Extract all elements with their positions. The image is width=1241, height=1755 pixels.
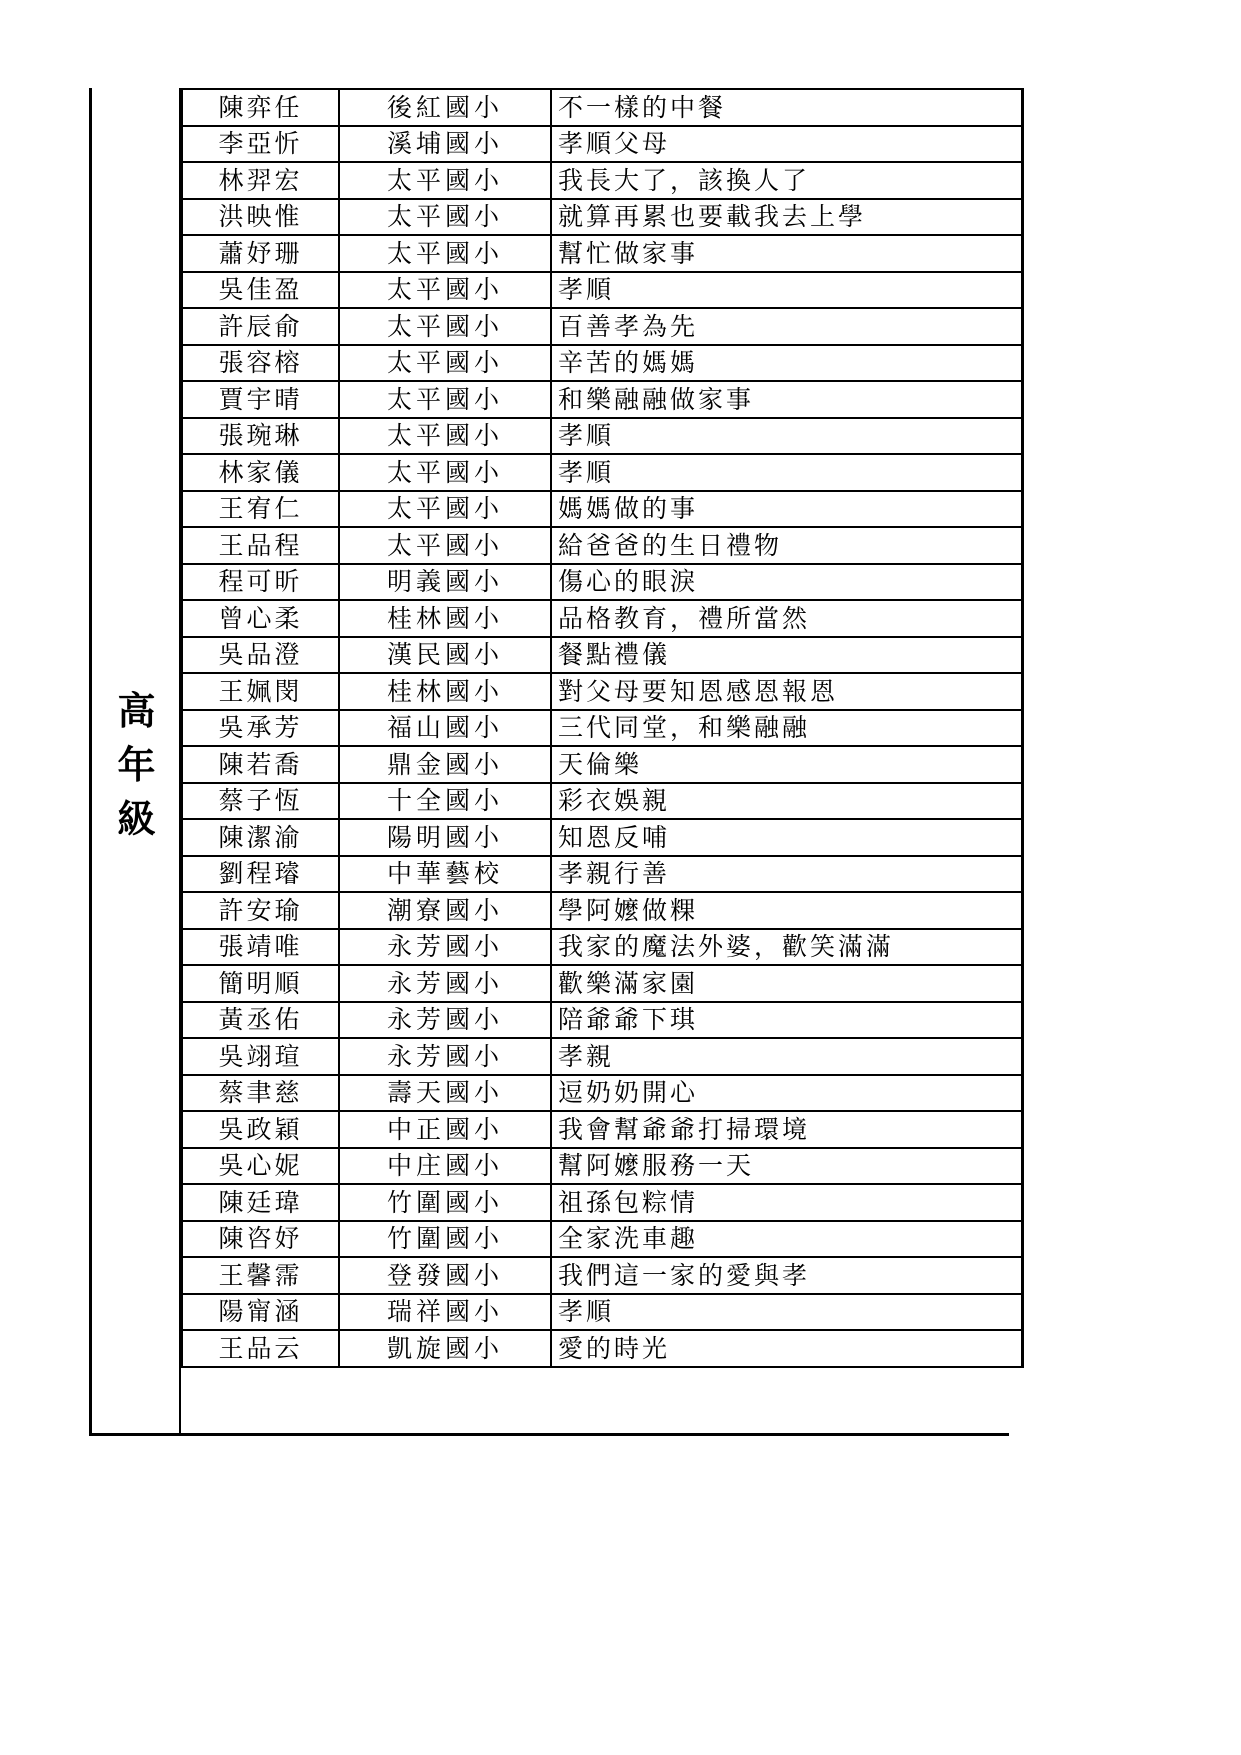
student-name-cell: 吳品澄 [182,637,339,674]
entry-title-cell: 孝順 [551,1294,1023,1331]
school-name-cell: 太平國小 [339,345,551,382]
student-name-cell: 陳廷瑋 [182,1184,339,1221]
school-name-cell: 桂林國小 [339,673,551,710]
table-row [182,308,1023,345]
grade-cell [92,88,181,1433]
entry-title-cell: 孝順 [551,418,1023,455]
table-row [182,1148,1023,1185]
student-name-cell: 吳心妮 [182,1148,339,1185]
table-row [182,126,1023,163]
school-name-cell: 凱旋國小 [339,1330,551,1367]
student-name-cell: 黃丞佑 [182,1002,339,1039]
entry-title-cell: 三代同堂，和樂融融 [551,710,1023,747]
student-name-cell: 張靖唯 [182,929,339,966]
roster-sheet [89,88,1009,1436]
table-row [182,381,1023,418]
student-name-cell: 陳潔渝 [182,819,339,856]
table-row [182,418,1023,455]
entry-title-cell: 愛的時光 [551,1330,1023,1367]
table-row [182,637,1023,674]
table-row [182,199,1023,236]
entry-title-cell: 就算再累也要載我去上學 [551,199,1023,236]
student-name-cell: 王馨霈 [182,1257,339,1294]
student-name-cell: 林羿宏 [182,162,339,199]
entry-title-cell: 歡樂滿家園 [551,965,1023,1002]
table-row [182,1330,1023,1367]
entry-title-cell: 陪爺爺下琪 [551,1002,1023,1039]
table-row [182,673,1023,710]
school-name-cell: 漢民國小 [339,637,551,674]
school-name-cell: 太平國小 [339,527,551,564]
student-name-cell: 蔡子恆 [182,783,339,820]
entry-title-cell: 孝順 [551,272,1023,309]
school-name-cell: 永芳國小 [339,965,551,1002]
student-name-cell: 蔡聿慈 [182,1075,339,1112]
student-name-cell: 吳翊瑄 [182,1038,339,1075]
entry-title-cell: 孝親行善 [551,856,1023,893]
school-name-cell: 永芳國小 [339,1002,551,1039]
grade-char: 高 [117,688,156,733]
entry-title-cell: 餐點禮儀 [551,637,1023,674]
table-row [182,491,1023,528]
grade-label [92,684,181,846]
entry-title-cell: 我家的魔法外婆，歡笑滿滿 [551,929,1023,966]
school-name-cell: 溪埔國小 [339,126,551,163]
student-name-cell: 陳弈任 [182,89,339,126]
entry-title-cell: 學阿嬤做粿 [551,892,1023,929]
table-row [182,965,1023,1002]
student-name-cell: 陳咨妤 [182,1221,339,1258]
student-name-cell: 洪映惟 [182,199,339,236]
entry-title-cell: 幫阿嬤服務一天 [551,1148,1023,1185]
grade-char: 級 [117,796,156,841]
entry-title-cell: 百善孝為先 [551,308,1023,345]
student-name-cell: 賈宇晴 [182,381,339,418]
entry-title-cell: 我長大了，該換人了 [551,162,1023,199]
student-name-cell: 陳若喬 [182,746,339,783]
table-row [182,1111,1023,1148]
entry-title-cell: 品格教育，禮所當然 [551,600,1023,637]
entry-title-cell: 祖孫包粽情 [551,1184,1023,1221]
school-name-cell: 十全國小 [339,783,551,820]
table-row [182,892,1023,929]
entry-title-cell: 知恩反哺 [551,819,1023,856]
table-row [182,1221,1023,1258]
entry-title-cell: 天倫樂 [551,746,1023,783]
school-name-cell: 陽明國小 [339,819,551,856]
entry-title-cell: 我們這一家的愛與孝 [551,1257,1023,1294]
table-row [182,454,1023,491]
table-row [182,600,1023,637]
school-name-cell: 中正國小 [339,1111,551,1148]
school-name-cell: 明義國小 [339,564,551,601]
roster-body [182,89,1023,1367]
entry-title-cell: 傷心的眼淚 [551,564,1023,601]
school-name-cell: 太平國小 [339,272,551,309]
school-name-cell: 太平國小 [339,418,551,455]
grade-char: 年 [117,742,156,787]
table-row [182,162,1023,199]
student-name-cell: 王姵閔 [182,673,339,710]
school-name-cell: 太平國小 [339,235,551,272]
entry-title-cell: 對父母要知恩感恩報恩 [551,673,1023,710]
student-name-cell: 李亞忻 [182,126,339,163]
table-row [182,272,1023,309]
table-row [182,783,1023,820]
student-name-cell: 吳佳盈 [182,272,339,309]
entry-title-cell: 給爸爸的生日禮物 [551,527,1023,564]
table-row [182,1257,1023,1294]
entry-title-cell: 和樂融融做家事 [551,381,1023,418]
entry-title-cell: 孝親 [551,1038,1023,1075]
student-name-cell: 張容榕 [182,345,339,382]
table-row [182,929,1023,966]
school-name-cell: 中華藝校 [339,856,551,893]
entry-title-cell: 我會幫爺爺打掃環境 [551,1111,1023,1148]
student-name-cell: 林家儀 [182,454,339,491]
table-row [182,1002,1023,1039]
entry-title-cell: 逗奶奶開心 [551,1075,1023,1112]
roster-table [181,88,1024,1368]
student-name-cell: 張琬琳 [182,418,339,455]
student-name-cell: 吳承芳 [182,710,339,747]
student-name-cell: 吳政穎 [182,1111,339,1148]
student-name-cell: 王宥仁 [182,491,339,528]
table-row [182,819,1023,856]
entry-title-cell: 孝順父母 [551,126,1023,163]
student-name-cell: 劉程璿 [182,856,339,893]
school-name-cell: 中庄國小 [339,1148,551,1185]
table-row [182,710,1023,747]
table-row [182,527,1023,564]
table-row [182,1038,1023,1075]
table-row [182,1184,1023,1221]
school-name-cell: 永芳國小 [339,1038,551,1075]
table-row [182,345,1023,382]
school-name-cell: 太平國小 [339,199,551,236]
student-name-cell: 許辰俞 [182,308,339,345]
entry-title-cell: 不一樣的中餐 [551,89,1023,126]
table-row [182,856,1023,893]
school-name-cell: 鼎金國小 [339,746,551,783]
school-name-cell: 潮寮國小 [339,892,551,929]
entry-title-cell: 幫忙做家事 [551,235,1023,272]
student-name-cell: 簡明順 [182,965,339,1002]
student-name-cell: 蕭妤珊 [182,235,339,272]
entry-title-cell: 孝順 [551,454,1023,491]
school-name-cell: 太平國小 [339,381,551,418]
school-name-cell: 福山國小 [339,710,551,747]
table-row [182,89,1023,126]
school-name-cell: 竹圍國小 [339,1221,551,1258]
entry-title-cell: 彩衣娛親 [551,783,1023,820]
entry-title-cell: 全家洗車趣 [551,1221,1023,1258]
school-name-cell: 太平國小 [339,491,551,528]
entry-title-cell: 辛苦的媽媽 [551,345,1023,382]
table-row [182,1294,1023,1331]
school-name-cell: 永芳國小 [339,929,551,966]
table-row [182,1075,1023,1112]
school-name-cell: 後紅國小 [339,89,551,126]
school-name-cell: 竹圍國小 [339,1184,551,1221]
school-name-cell: 壽天國小 [339,1075,551,1112]
student-name-cell: 許安瑜 [182,892,339,929]
school-name-cell: 太平國小 [339,454,551,491]
school-name-cell: 桂林國小 [339,600,551,637]
school-name-cell: 瑞祥國小 [339,1294,551,1331]
student-name-cell: 曾心柔 [182,600,339,637]
school-name-cell: 太平國小 [339,162,551,199]
student-name-cell: 王品程 [182,527,339,564]
table-row [182,746,1023,783]
student-name-cell: 王品云 [182,1330,339,1367]
student-name-cell: 程可昕 [182,564,339,601]
school-name-cell: 太平國小 [339,308,551,345]
table-row [182,235,1023,272]
student-name-cell: 陽甯涵 [182,1294,339,1331]
school-name-cell: 登發國小 [339,1257,551,1294]
entry-title-cell: 媽媽做的事 [551,491,1023,528]
table-row [182,564,1023,601]
